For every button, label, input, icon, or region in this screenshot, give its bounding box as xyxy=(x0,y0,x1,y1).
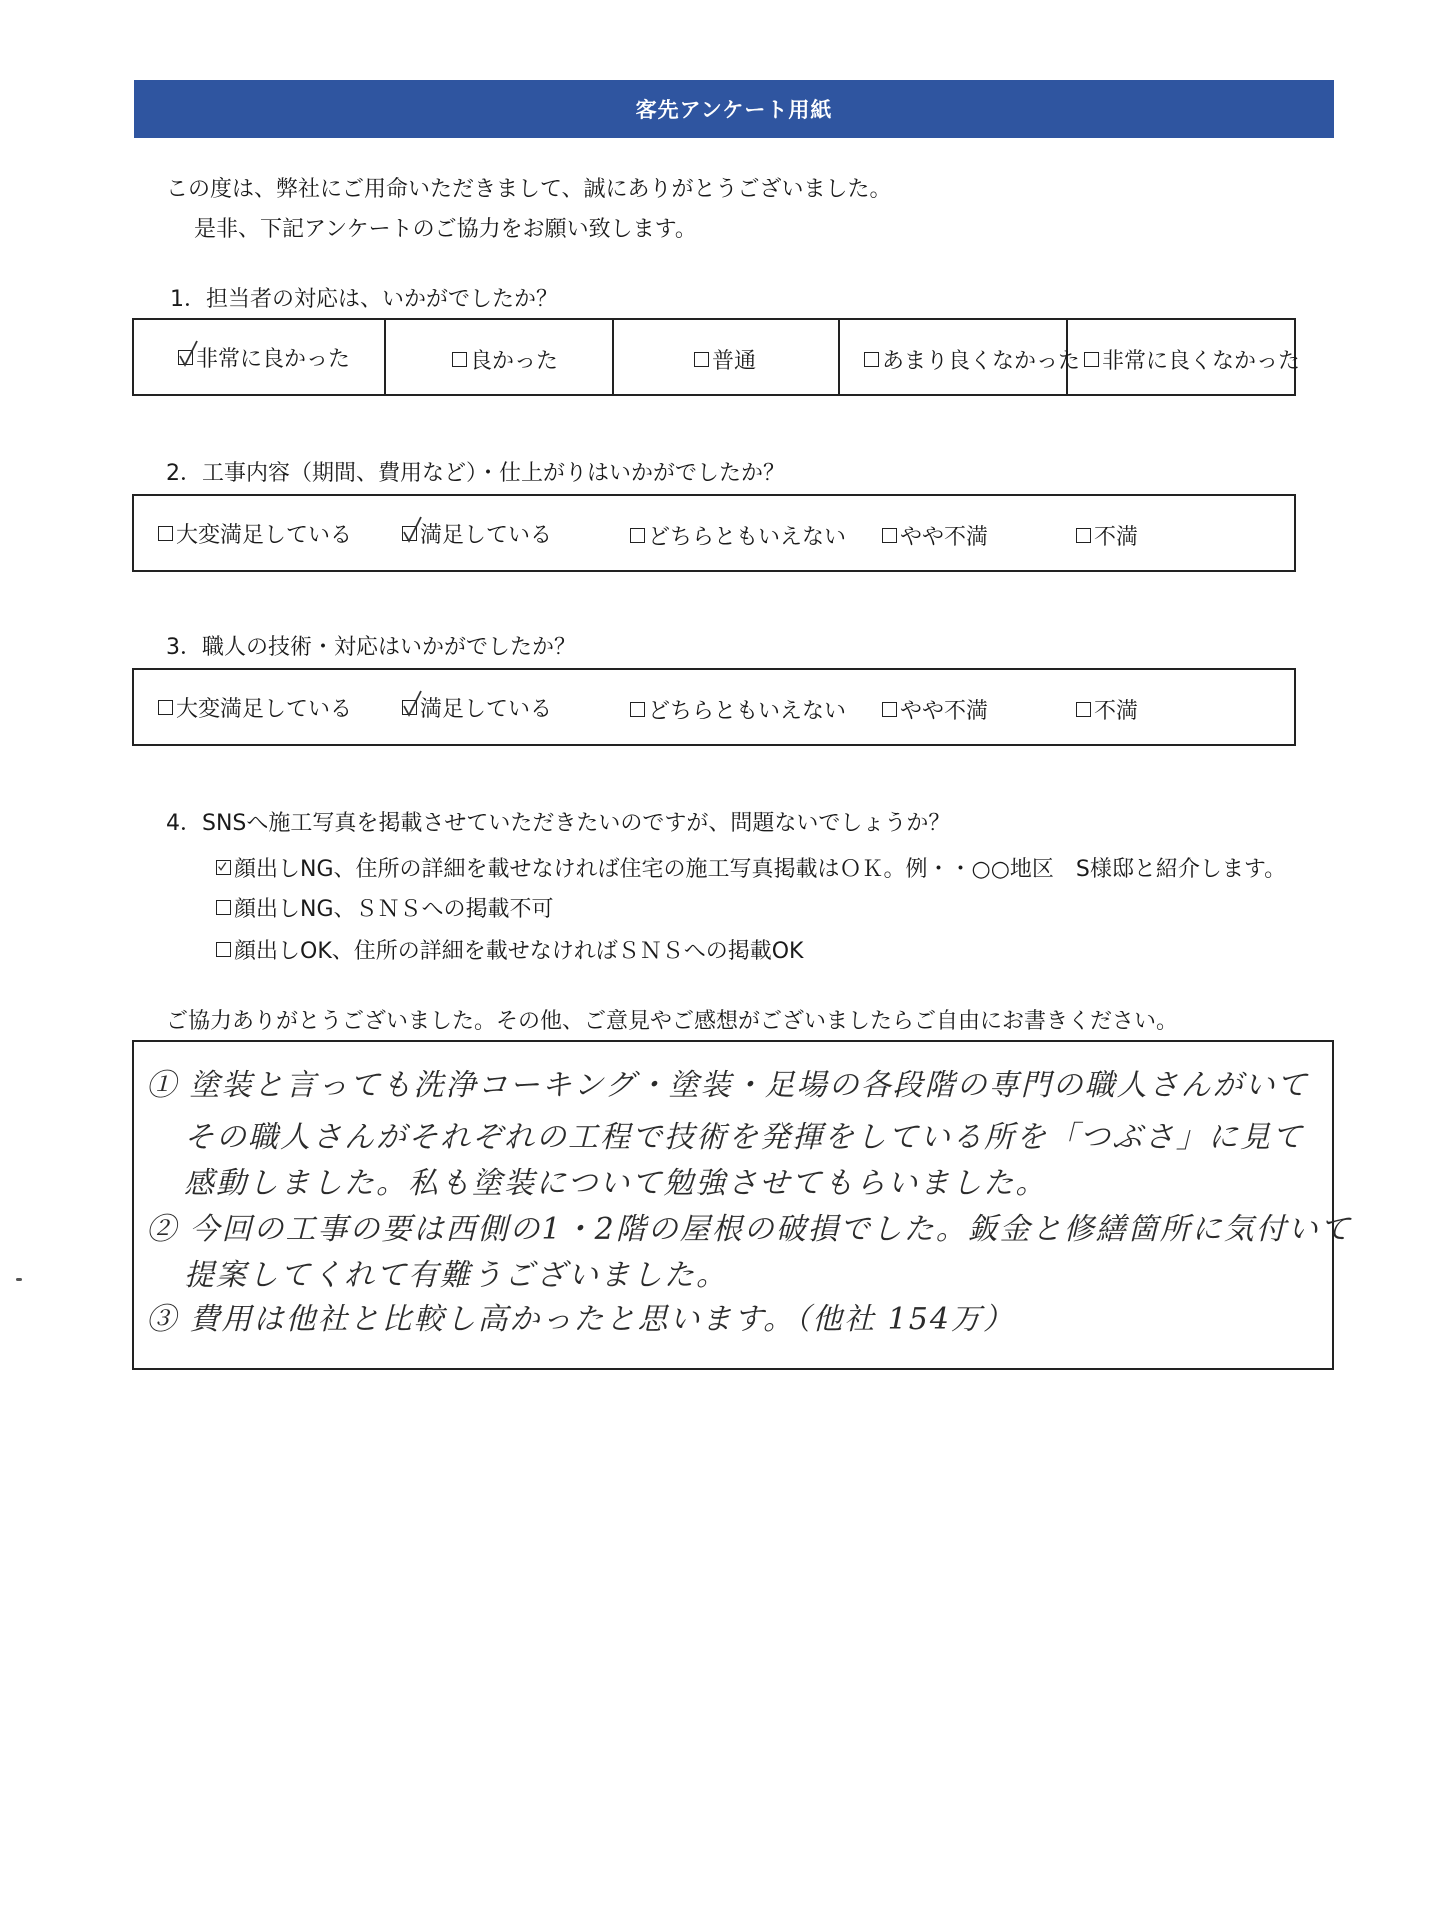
check-mark-icon xyxy=(401,689,427,719)
intro-line-2: 是非、下記アンケートのご協力をお願い致します。 xyxy=(194,217,697,242)
checkbox[interactable] xyxy=(1076,528,1091,543)
q3-option-label: どちらともいえない xyxy=(648,699,847,724)
comment-line: ③ 費用は他社と比較し高かったと思います。（他社 154万） xyxy=(146,1302,1015,1337)
q3-option-neutral[interactable] xyxy=(630,694,846,725)
q2-option-label: やや不満 xyxy=(900,525,989,550)
q1-option-label: 普通 xyxy=(712,349,757,374)
q3-option-very-satisfied[interactable] xyxy=(158,692,352,723)
survey-title: 客先アンケート用紙 xyxy=(134,80,1334,138)
q2-option-very-satisfied[interactable] xyxy=(158,518,352,549)
q2-title: 2．工事内容（期間、費用など）・仕上がりはいかがでしたか？ xyxy=(166,461,785,486)
checkbox-checked[interactable] xyxy=(402,526,417,541)
comment-line: ① 塗装と言っても洗浄コーキング・塗装・足場の各段階の専門の職人さんがいて xyxy=(146,1068,1309,1103)
q1-divider xyxy=(838,320,840,394)
q2-option-satisfied[interactable] xyxy=(402,518,552,549)
q3-title: 3．職人の技術・対応はいかがでしたか？ xyxy=(166,635,576,660)
comments-prompt: ご協力ありがとうございました。その他、ご意見やご感想がございましたらご自由にお書きください。 xyxy=(166,1009,1179,1034)
q3-option-label: やや不満 xyxy=(900,699,989,724)
q3-option-satisfied[interactable] xyxy=(402,692,552,723)
q1-option-average[interactable] xyxy=(694,344,756,375)
comments-box[interactable] xyxy=(132,1040,1352,1370)
scan-speck xyxy=(16,1278,22,1281)
checkbox[interactable] xyxy=(882,702,897,717)
checkbox[interactable] xyxy=(694,352,709,367)
q4-option-face-ok-sns-ok[interactable] xyxy=(216,934,804,965)
q2-option-neutral[interactable] xyxy=(630,520,846,551)
check-mark-icon xyxy=(217,861,229,873)
q4-option-face-ng-address-hidden-ok[interactable] xyxy=(216,852,1286,883)
checkbox-checked[interactable] xyxy=(402,700,417,715)
q4-option-label: 顔出しOK、住所の詳細を載せなければＳＮＳへの掲載OK xyxy=(234,939,804,964)
comment-line: その職人さんがそれぞれの工程で技術を発揮をしている所を「つぶさ」に見て xyxy=(184,1120,1304,1155)
q1-title: 1．担当者の対応は、いかがでしたか？ xyxy=(170,287,558,312)
q4-option-label: 顔出しNG、住所の詳細を載せなければ住宅の施工写真掲載はＯＫ。例・・○○地区 S様邸と紹介します。 xyxy=(234,857,1287,882)
q1-option-very-bad[interactable] xyxy=(1084,344,1300,375)
q2-option-slightly-dissatisfied[interactable] xyxy=(882,520,988,551)
q1-option-label: 良かった xyxy=(470,349,559,374)
q2-option-label: 満足している xyxy=(420,523,553,548)
q2-option-label: 不満 xyxy=(1094,525,1139,550)
comment-line: ② 今回の工事の要は西側の1・2階の屋根の破損でした。鈑金と修繕箇所に気付いて xyxy=(146,1212,1352,1247)
q3-option-label: 大変満足している xyxy=(176,697,353,722)
q3-option-dissatisfied[interactable] xyxy=(1076,694,1138,725)
q1-option-label: 非常に良くなかった xyxy=(1102,349,1301,374)
q3-option-label: 満足している xyxy=(420,697,553,722)
checkbox[interactable] xyxy=(630,528,645,543)
comment-line: 感動しました。私も塗装について勉強させてもらいました。 xyxy=(184,1166,1048,1201)
checkbox[interactable] xyxy=(216,900,231,915)
check-mark-icon xyxy=(401,515,427,545)
q1-option-label: 非常に良かった xyxy=(196,347,351,372)
checkbox[interactable] xyxy=(1076,702,1091,717)
comment-line: 提案してくれて有難うございました。 xyxy=(184,1258,728,1293)
q4-option-label: 顔出しNG、ＳＮＳへの掲載不可 xyxy=(234,897,554,922)
check-mark-icon xyxy=(177,339,203,369)
checkbox[interactable] xyxy=(630,702,645,717)
q2-option-dissatisfied[interactable] xyxy=(1076,520,1138,551)
q2-option-label: どちらともいえない xyxy=(648,525,847,550)
q1-option-not-good[interactable] xyxy=(864,344,1080,375)
q3-option-slightly-dissatisfied[interactable] xyxy=(882,694,988,725)
checkbox[interactable] xyxy=(452,352,467,367)
checkbox[interactable] xyxy=(882,528,897,543)
q2-options-box xyxy=(132,494,1296,572)
q1-options-table xyxy=(132,318,1301,396)
q4-title: 4．SNSへ施工写真を掲載させていただきたいのですが、問題ないでしょうか？ xyxy=(166,811,951,836)
q3-options-box xyxy=(132,668,1296,746)
q1-divider xyxy=(612,320,614,394)
checkbox[interactable] xyxy=(158,526,173,541)
checkbox[interactable] xyxy=(216,942,231,957)
checkbox[interactable] xyxy=(864,352,879,367)
q1-option-label: あまり良くなかった xyxy=(882,349,1081,374)
q4-option-face-ng-sns-ng[interactable] xyxy=(216,892,554,923)
checkbox[interactable] xyxy=(158,700,173,715)
q2-option-label: 大変満足している xyxy=(176,523,353,548)
q1-option-very-good[interactable] xyxy=(178,342,350,373)
intro-line-1: この度は、弊社にご用命いただきまして、誠にありがとうございました。 xyxy=(166,177,892,202)
checkbox-checked[interactable] xyxy=(178,350,193,365)
q3-option-label: 不満 xyxy=(1094,699,1139,724)
checkbox[interactable] xyxy=(1084,352,1099,367)
q1-option-good[interactable] xyxy=(452,344,558,375)
checkbox-checked[interactable] xyxy=(216,860,231,875)
q1-divider xyxy=(384,320,386,394)
